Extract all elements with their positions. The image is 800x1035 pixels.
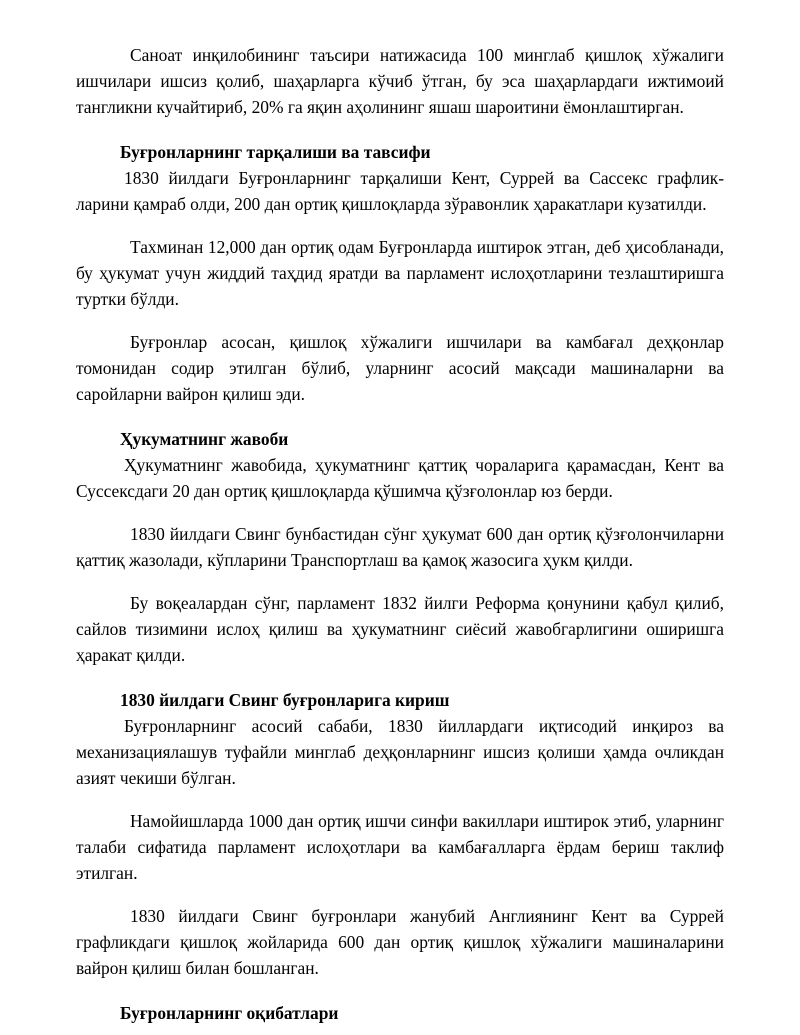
section-heading-government-response: Ҳукуматнинг жавоби <box>120 429 289 449</box>
paragraph: Бу воқеалардан сўнг, парламент 1832 йилги Реформа қонунини қабул қилиб, сайлов тизимини ислоҳ қилиш ва ҳукуматнинг сиёсий жавобгарлигини оширишга ҳаракат қилди. <box>76 593 724 665</box>
paragraph: Ҳукуматнинг жавобида, ҳукуматнинг қаттиқ чораларига қарамасдан, Кент ва Суссексдаги 20 дан ортиқ қишлоқларда қўшимча қўзғолонлар юз берди. <box>76 455 724 501</box>
paragraph: 1830 йилдаги Свинг бунбастидан сўнг ҳукумат 600 дан ортиқ қўзғолончиларни қаттиқ жазолади, кўпларини Транспортлаш ва қамоқ жазосига ҳукм қилди. <box>76 524 724 570</box>
section-heading-spread: Буғронларнинг тарқалиши ва тавсифи <box>120 142 431 162</box>
paragraph: 1830 йилдаги Свинг буғронлари жанубий Англиянинг Кент ва Суррей графликдаги қишлоқ жойларида 600 дан ортиқ қишлоқ хўжалиги машиналарини вайрон қилиш билан бошланган. <box>76 906 724 978</box>
section-heading-swing-riots-intro: 1830 йилдаги Свинг буғронларига кириш <box>120 690 450 710</box>
section-heading-consequences: Буғронларнинг оқибатлари <box>120 1003 339 1023</box>
paragraph: Намойишларда 1000 дан ортиқ ишчи синфи вакиллари иштирок этиб, уларнинг талаби сифатида парламент ислоҳотлари ва камбағалларга ёрдам бериш таклиф этилган. <box>76 811 724 883</box>
paragraph-intro: Саноат инқилобининг таъсири натижасида 100 минглаб қишлоқ хўжалиги ишчилари ишсиз қолиб, шаҳарларга кўчиб ўтган, бу эса шаҳарлардаги ижтимоий тангликни кучайтириб, 20% га яқин аҳолининг яшаш шароитини ёмонлаштирган. <box>76 45 724 117</box>
document-body <box>76 42 724 1026</box>
paragraph: Тахминан 12,000 дан ортиқ одам Буғронларда иштирок этган, деб ҳисобланади, бу ҳукумат учун жиддий таҳдид яратди ва парламент ислоҳотларини тезлаштиришга туртки бўлди. <box>76 237 724 309</box>
paragraph: Буғронларнинг асосий сабаби, 1830 йиллардаги иқтисодий инқироз ва механизациялашув туфайли минглаб деҳқонларнинг ишсиз қолиши ҳамда очликдан азият чекиши бўлган. <box>76 716 724 788</box>
paragraph: Буғронлар асосан, қишлоқ хўжалиги ишчилари ва камбағал деҳқонлар томонидан содир этилган бўлиб, уларнинг асосий мақсади машиналарни ва саройларни вайрон қилиш эди. <box>76 332 724 404</box>
paragraph: 1830 йилдаги Буғронларнинг тарқалиши Кент, Суррей ва Сассекс графлик-ларини қамраб олди, 200 дан ортиқ қишлоқларда зўравонлик ҳаракатлари кузатилди. <box>76 168 724 214</box>
